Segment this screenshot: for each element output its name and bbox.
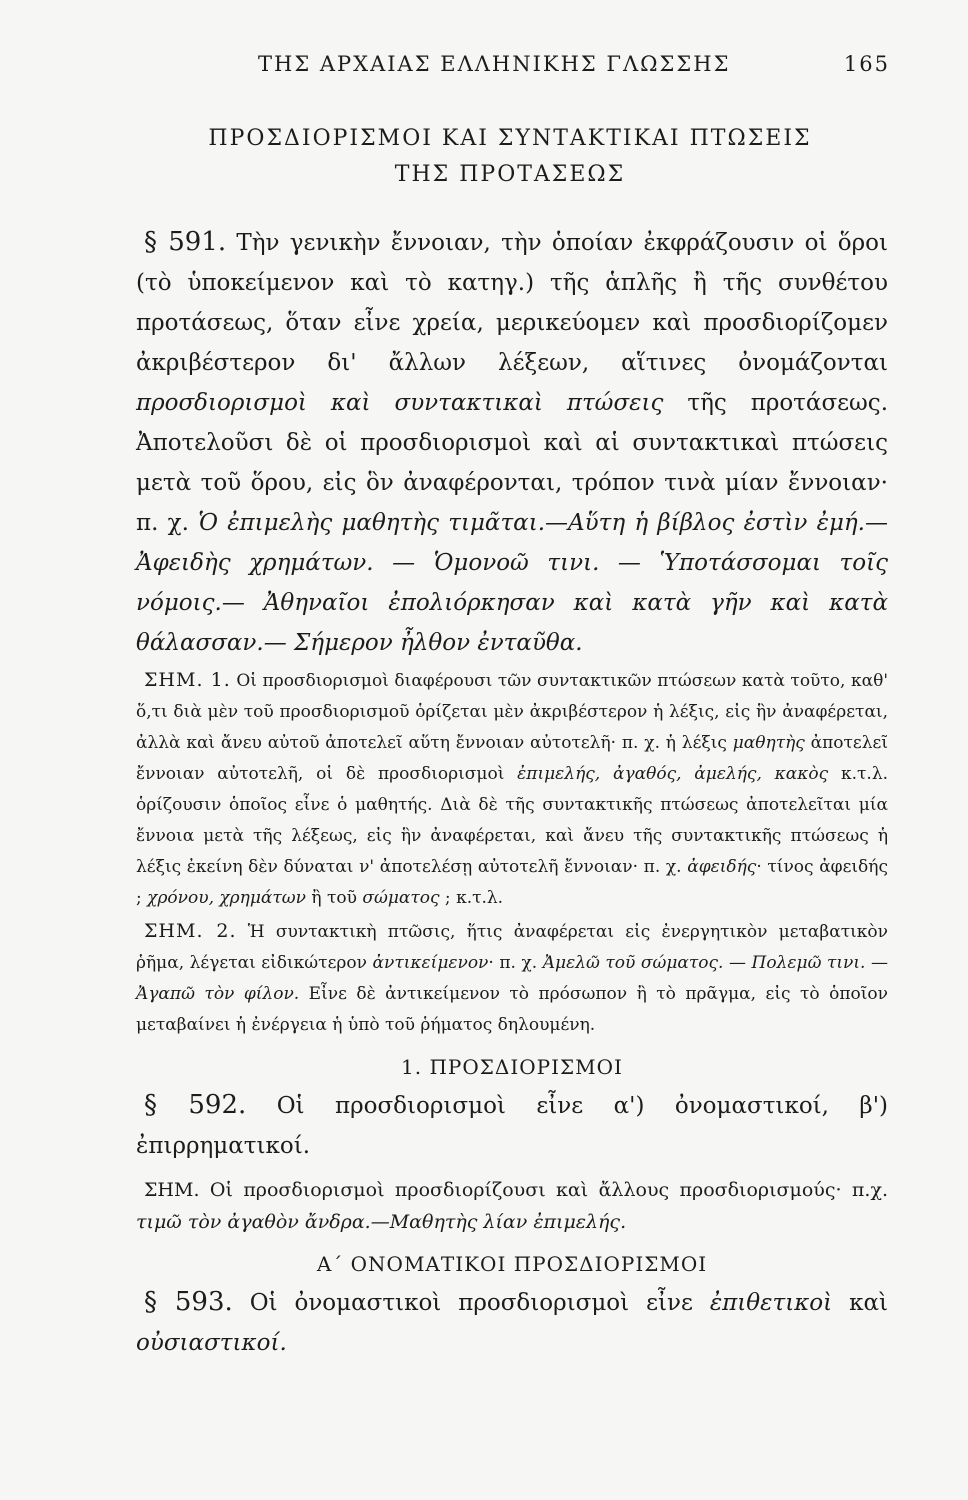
note-text: · π. χ. xyxy=(488,953,543,973)
section-mark: § 591. xyxy=(144,227,227,257)
note-text: · τίνος ἀφειδής ; xyxy=(136,857,888,908)
paragraph-text: Οἱ προσδιορισμοὶ εἶνε α') ὀνομαστικοί, β') ἐπιρρηματικοί. xyxy=(136,1093,889,1159)
paragraph-592 xyxy=(136,1085,888,1166)
section-mark: § 593. xyxy=(144,1287,233,1317)
italic-term: προσδιορισμοὶ καὶ συντακτικαὶ πτώσεις xyxy=(136,390,664,416)
italic-word: ἐπιμελής, ἀγαθός, ἀμελής, κακὸς xyxy=(517,764,829,784)
paragraph-593 xyxy=(136,1282,888,1363)
note-text: Οἱ προσδιορισμοὶ διαφέρουσι τῶν συντακτικῶν πτώσεων κατὰ τοῦτο, καθ' ὅ,τι διὰ μὲν τοῦ προσδιορισμοῦ ὁρίζεται μὲν ἀκριβέστερον ἡ λέξις, εἰς ἣν ἀναφέρεται, ἀλλὰ καὶ ἄνευ αὐτοῦ ἀποτελεῖ αὕτη ἔννοιαν αὐτοτελῆ· π. χ. ἡ λέξις xyxy=(136,671,888,753)
paragraph-591 xyxy=(136,222,888,663)
subsection-heading-a: Α΄ ΟΝΟΜΑΤΙΚΟΙ ΠΡΟΣΔΙΟΡΙΣΜΟΙ xyxy=(316,1252,708,1276)
italic-word: οὐσιαστικοί. xyxy=(136,1330,287,1356)
note-3 xyxy=(136,1174,888,1238)
note-text: Εἶνε δὲ ἀντικείμενον τὸ πρόσωπον ἢ τὸ πρᾶγμα, εἰς τὸ ὁποῖον μεταβαίνει ἡ ἐνέργεια ἡ ὑπὸ τοῦ ῥήματος δηλουμένη. xyxy=(136,984,888,1035)
note-text: ἀποτελεῖ ἔννοιαν αὐτοτελῆ, οἱ δὲ προσδιορισμοὶ xyxy=(136,733,888,784)
paragraph-text: Οἱ ὀνομαστικοὶ προσδιορισμοὶ εἶνε xyxy=(249,1290,710,1316)
note-label: ΣΗΜ. 2. xyxy=(144,920,237,942)
italic-word: ἐπιθετικοὶ xyxy=(709,1290,833,1316)
note-label: ΣΗΜ. xyxy=(144,1179,200,1201)
chapter-title: ΠΡΟΣΔΙΟΡΙΣΜΟΙ ΚΑΙ ΣΥΝΤΑΚΤΙΚΑΙ ΠΤΩΣΕΙΣ xyxy=(208,126,812,151)
paragraph-text: Τὴν γενικὴν ἔννοιαν, τὴν ὁποίαν ἐκφράζουσιν οἱ ὅροι (τὸ ὑποκείμενον καὶ τὸ κατηγ.) τῆς ἁπλῆς ἢ τῆς συνθέτου προτάσεως, ὅταν εἶνε χρεία, μερικεύομεν καὶ προσδιορίζομεν ἀκριβέστερον δι' ἄλλων λέξεων, αἵτινες ὀνομάζονται xyxy=(136,230,889,376)
running-head: ΤΗΣ ΑΡΧΑΙΑΣ ΕΛΛΗΝΙΚΗΣ ΓΛΩΣΣΗΣ xyxy=(258,52,731,76)
note-text: κ.τ.λ. ὁρίζουσιν ὁποῖος εἶνε ὁ μαθητής. Διὰ δὲ τῆς συντακτικῆς πτώσεως ἀποτελεῖται μία ἔννοια μετὰ τῆς λέξεως, εἰς ἣν ἀναφέρεται, καὶ ἄνευ τῆς συντακτικῆς πτώσεως ἡ λέξις ἐκείνη δὲν δύναται ν' ἀποτελέσῃ αὐτοτελῆ ἔννοιαν· π. χ. xyxy=(136,764,889,877)
italic-word: τιμῶ τὸν ἀγαθὸν ἄνδρα.—Μαθητὴς λίαν ἐπιμελής. xyxy=(136,1211,627,1233)
note-text: Οἱ προσδιορισμοὶ προσδιορίζουσι καὶ ἄλλους προσδιορισμούς· π.χ. xyxy=(209,1179,889,1201)
section-mark: § 592. xyxy=(144,1090,247,1120)
note-text: Ἡ συντακτικὴ πτῶσις, ἥτις ἀναφέρεται εἰς ἐνεργητικὸν μεταβατικὸν ῥῆμα, λέγεται εἰδικώτερον xyxy=(136,922,888,973)
italic-word: χρόνου, χρημάτων xyxy=(147,888,306,908)
note-1 xyxy=(136,665,888,914)
page-header xyxy=(0,52,890,92)
paragraph-text: καὶ xyxy=(832,1290,889,1316)
note-label: ΣΗΜ. 1. xyxy=(144,669,231,691)
italic-word: Ἀμελῶ τοῦ σώματος. — Πολεμῶ τινι. — Ἀγαπῶ τὸν φίλον. xyxy=(136,953,888,1004)
note-2 xyxy=(136,916,888,1041)
chapter-subtitle: ΤΗΣ ΠΡΟΤΑΣΕΩΣ xyxy=(394,162,626,187)
italic-word: σώματος xyxy=(362,888,440,908)
page-number: 165 xyxy=(843,52,890,76)
subsection-heading: 1. ΠΡΟΣΔΙΟΡΙΣΜΟΙ xyxy=(401,1055,623,1079)
note-text: ἢ τοῦ xyxy=(306,888,363,908)
page-body xyxy=(136,222,888,1363)
note-text: ; κ.τ.λ. xyxy=(439,888,504,908)
italic-word: μαθητὴς xyxy=(732,733,805,753)
italic-examples: Ὁ ἐπιμελὴς μαθητὴς τιμᾶται.—Αὕτη ἡ βίβλος ἐστὶν ἐμή.—Ἀφειδὴς χρημάτων. — Ὁμονοῶ τινι. — Ὑποτάσσομαι τοῖς νόμοις.— Ἀθηναῖοι ἐπολιόρκησαν καὶ κατὰ γῆν καὶ κατὰ θάλασσαν.— Σήμερον ἦλθον ἐνταῦθα. xyxy=(136,510,888,656)
italic-word: ἀφειδής xyxy=(687,857,757,877)
paragraph-text: τῆς προτάσεως. Ἀποτελοῦσι δὲ οἱ προσδιορισμοὶ καὶ αἱ συντακτικαὶ πτώσεις μετὰ τοῦ ὅρου, εἰς ὃν ἀναφέρονται, τρόπον τινὰ μίαν ἔννοιαν· π. χ. xyxy=(136,390,889,536)
italic-word: ἀντικείμενον xyxy=(372,953,489,973)
